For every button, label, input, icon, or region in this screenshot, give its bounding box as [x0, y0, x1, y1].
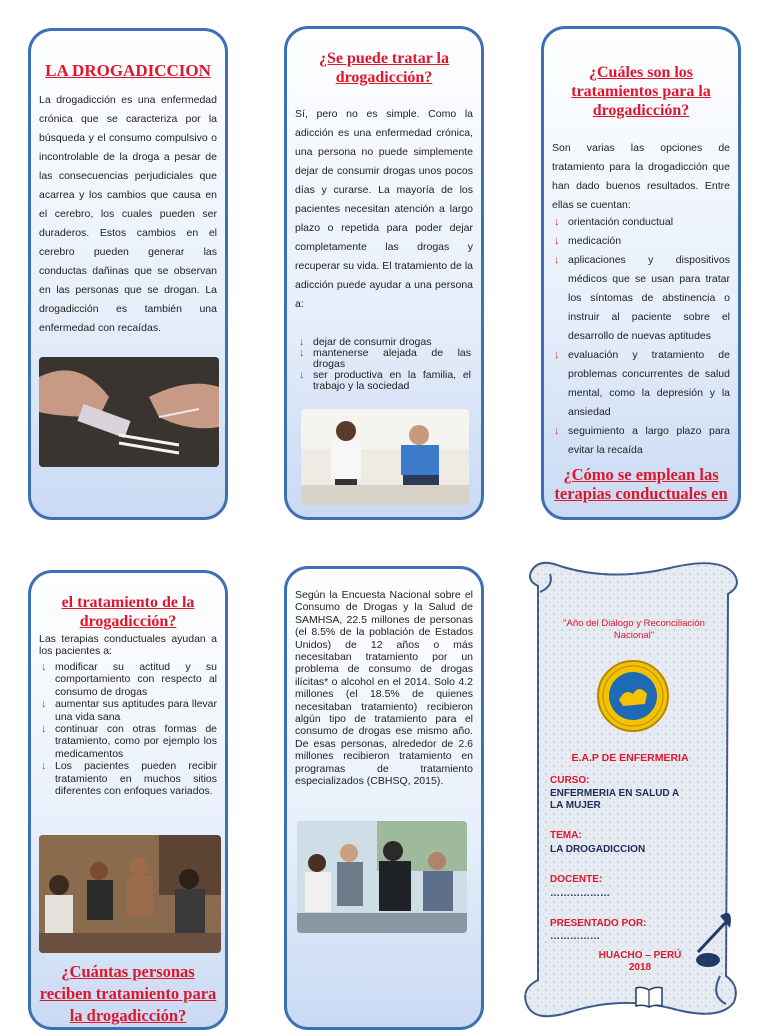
panel4-footer-title: ¿Cuántas personas reciben tratamiento para la drogadicción? [39, 962, 217, 1025]
panel4-bullets [39, 661, 217, 797]
cover-place: HUACHO – PERÚ [598, 950, 682, 961]
panel3-bullets [552, 213, 730, 460]
tema-label: TEMA: [550, 830, 582, 841]
panel-terapias [28, 570, 228, 1030]
panel3-footer-title: ¿Cómo se emplean las terapias conductuales en [554, 465, 728, 503]
cover-year: 2018 [628, 962, 652, 973]
list-item: ↓ modificar su actitud y su comportamiento con respecto al consumo de drogas [39, 661, 217, 698]
university-seal [597, 660, 669, 732]
group-therapy-photo [39, 835, 221, 953]
presentado-value: …………… [550, 931, 600, 942]
cover-motto: "Año del Diálogo y Reconciliación Nacional" [563, 618, 705, 641]
presentado-label: PRESENTADO POR: [550, 918, 647, 929]
list-item: ↓ aplicaciones y dispositivos médicos que se usan para tratar los síntomas de abstinencia o instruir al paciente sobre el desarrollo de nuevas aptitudes [552, 251, 730, 346]
curso-label: CURSO: [550, 775, 590, 786]
list-item: ↓ ser productiva en la familia, el trabajo y la sociedad [297, 370, 471, 392]
panel-drogadiccion [28, 28, 228, 520]
panel-tratamientos [541, 26, 741, 520]
consultation-photo [301, 409, 469, 505]
list-item: ↓ evaluación y tratamiento de problemas concurrentes de salud mental, como la depresión y la ansiedad [552, 346, 730, 422]
list-item: ↓ continuar con otras formas de tratamiento, como por ejemplo los medicamentos [39, 723, 217, 760]
panel1-body: La drogadicción es una enfermedad crónica que se caracteriza por la búsqueda y el consumo compulsivo o incontrolable de la droga a pesar de las consecuencias perjudiciales que acarrea y los cambios que causa en el cerebro, los cuales pueden ser duraderos. Estos cambios en el cerebro pueden generar las conductas dañinas que se observan en las personas que se drogan. La drogadicción es también una enfermedad con recaídas. [39, 94, 217, 334]
panel4-title: el tratamiento de la drogadicción? [61, 594, 195, 630]
list-item: ↓ medicación [552, 232, 730, 251]
panel3-title: ¿Cuáles son los tratamientos para la drogadicción? [571, 64, 711, 119]
support-group-photo [297, 821, 467, 933]
list-item: ↓ seguimiento a largo plazo para evitar la recaída [552, 422, 730, 460]
cocaine-photo [39, 357, 219, 467]
panel1-title: LA DROGADICCION [45, 61, 211, 80]
cover-school: E.A.P DE ENFERMERIA [571, 752, 689, 764]
panel3-body: Son varias las opciones de tratamiento para la drogadicción que han dado buenos resultados. Entre ellas se cuentan: [552, 142, 730, 211]
list-item: ↓ orientación conductual [552, 213, 730, 232]
curso-value: ENFERMERIA EN SALUD A LA MUJER [550, 788, 679, 811]
book-icon [634, 984, 664, 1008]
panel2-bullets [297, 337, 471, 392]
panel-tratamiento [284, 26, 484, 520]
list-item: ↓ mantenerse alejada de las drogas [297, 348, 471, 370]
panel2-body: Sí, pero no es simple. Como la adicción es una enfermedad crónica, una persona no puede simplemente dejar de consumir drogas unos pocos días y curarse. La mayoría de los pacientes necesitan atención a largo plazo o repetida para poder dejar completamente las drogas y recuperar su vida. El tratamiento de la adicción puede ayudar a una persona a: [295, 108, 473, 310]
panel2-title: ¿Se puede tratar la drogadicción? [319, 50, 449, 86]
panel5-body: Según la Encuesta Nacional sobre el Consumo de Drogas y la Salud de SAMHSA, 22.5 millones de personas (el 8.5% de la población de Estados Unidos) de 12 años o más necesitaban tratamiento por un problema de consumo de drogas ilícitas* o alcohol en el 2014. Solo 4.2 millones (el 18.5% de quienes necesitaban tratamiento) recibieron algún tipo de tratamiento para el consumo de drogas ese mismo año. De esas personas, alrededor de 2.6 millones recibieron tratamiento en programas de tratamiento especializados (CBHSQ, 2015). [295, 589, 473, 788]
list-item: ↓ aumentar sus aptitudes para llevar una vida sana [39, 698, 217, 723]
list-item: ↓ dejar de consumir drogas [297, 337, 471, 348]
panel4-body: Las terapias conductuales ayudan a los pacientes a: [39, 633, 217, 658]
cover-scroll [520, 556, 742, 1024]
docente-value: ……………… [550, 888, 610, 899]
panel-estadisticas [284, 566, 484, 1030]
docente-label: DOCENTE: [550, 874, 603, 885]
tema-value: LA DROGADICCION [550, 844, 646, 855]
list-item: ↓ Los pacientes pueden recibir tratamiento en muchos sitios diferentes con enfoques variados. [39, 760, 217, 797]
